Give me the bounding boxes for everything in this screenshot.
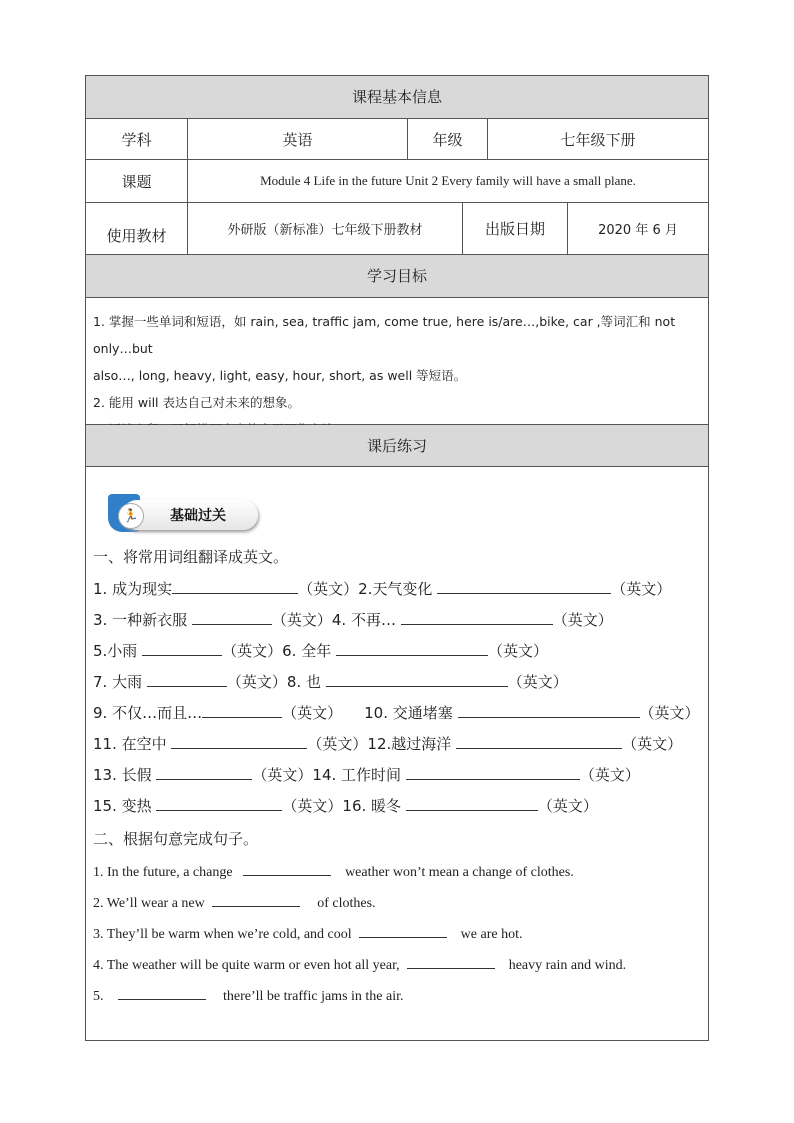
sentence-row [93,892,376,912]
topic-value: Module 4 Life in the future Unit 2 Every family will have a small plane. [260,173,636,188]
answer-blank[interactable] [172,579,298,594]
basic-info-header: 课程基本信息 [86,76,708,119]
answer-blank[interactable] [202,703,282,718]
vocab-item: 6. 全年 [282,642,332,660]
answer-blank[interactable] [437,579,611,594]
grade-value: 七年级下册 [560,130,636,149]
course-sheet [85,75,709,1041]
answer-blank[interactable] [118,985,206,1000]
tag-english: （英文） [307,735,368,753]
tag-english: （英文） [639,704,700,722]
tag-english: （英文） [298,580,359,598]
sentence-after: heavy rain and wind. [508,958,627,973]
answer-blank[interactable] [142,641,222,656]
vocab-item: 12.越过海洋 [367,735,452,753]
vocab-row [93,609,613,630]
vocab-item: 7. 大雨 [93,673,143,691]
runner-icon: 🏃 [118,503,144,529]
vocab-row [93,733,682,754]
date-value: 2020 年 6 月 [598,223,678,238]
textbook-value: 外研版（新标准）七年级下册教材 [188,203,463,254]
vocab-item: 13. 长假 [93,766,152,784]
vocab-item: 3. 一种新衣服 [93,611,188,629]
answer-blank[interactable] [456,734,622,749]
grade-label: 年级 [408,119,488,159]
vocab-item: 5.小雨 [93,642,138,660]
tag-english: （英文） [579,766,640,784]
goals-header: 学习目标 [86,255,708,298]
vocab-item: 2.天气变化 [358,580,433,598]
tag-english: （英文） [252,766,313,784]
answer-blank[interactable] [407,954,495,969]
sentence-before: 3. They’ll be warm when we’re cold, and cool [93,927,352,942]
answer-blank[interactable] [192,610,272,625]
answer-blank[interactable] [171,734,307,749]
goal-line: 1. 掌握一些单词和短语，如 rain, sea, traffic jam, come true, here is/are…,bike, car ,等词汇和 not only…but [93,314,676,356]
date-label: 出版日期 [463,203,568,254]
answer-blank[interactable] [406,796,538,811]
vocab-item: 8. 也 [286,673,321,691]
vocab-item: 16. 暖冬 [342,797,402,815]
vocab-row [93,671,568,692]
vocab-item: 1. 成为现实 [93,580,173,598]
answer-blank[interactable] [243,861,331,876]
exercise-header: 课后练习 [86,425,708,467]
tag-english: （英文） [622,735,683,753]
sentence-before: 2. We’ll wear a new [93,896,205,911]
vocab-row [93,702,700,723]
answer-blank[interactable] [156,796,282,811]
vocab-item: 4. 不再… [331,611,396,629]
topic-row [86,160,708,203]
subject-label: 学科 [86,119,188,159]
textbook-row [86,203,708,255]
vocab-row [93,795,598,816]
answer-blank[interactable] [326,672,508,687]
subject-value: 英语 [188,119,408,159]
sentence-before: 5. [93,989,104,1004]
subject-row [86,119,708,160]
sentence-after: of clothes. [317,896,376,911]
answer-blank[interactable] [156,765,252,780]
tag-english: （英文） [611,580,672,598]
vocab-row [93,578,671,599]
topic-label: 课题 [86,160,188,202]
vocab-item: 10. 交通堵塞 [364,704,453,722]
goal-line: 2. 能用 will 表达自己对未来的想象。 [93,395,300,410]
tag-english: （英文） [282,704,343,722]
vocab-item: 14. 工作时间 [312,766,402,784]
vocab-row [93,764,640,785]
badge-label: 基础过关 [170,508,226,524]
answer-blank[interactable] [336,641,488,656]
goals-list [93,308,705,443]
tag-english: （英文） [507,673,568,691]
tag-english: （英文） [537,797,598,815]
sentence-after: there’ll be traffic jams in the air. [223,989,404,1004]
answer-blank[interactable] [406,765,580,780]
sentence-after: weather won’t mean a change of clothes. [345,865,574,880]
vocab-row [93,640,548,661]
sentence-row [93,923,522,943]
sentence-row [93,954,626,974]
sentence-row [93,985,404,1005]
textbook-label: 使用教材 [86,203,188,254]
tag-english: （英文） [271,611,332,629]
answer-blank[interactable] [401,610,553,625]
tag-english: （英文） [226,673,287,691]
answer-blank[interactable] [147,672,227,687]
section-badge [108,494,260,534]
goal-line: also…, long, heavy, light, easy, hour, short, as well 等短语。 [93,368,467,383]
sentence-after: we are hot. [460,927,523,942]
answer-blank[interactable] [212,892,300,907]
answer-blank[interactable] [458,703,640,718]
vocab-item: 15. 变热 [93,797,152,815]
tag-english: （英文） [552,611,613,629]
answer-blank[interactable] [359,923,447,938]
tag-english: （英文） [222,642,283,660]
tag-english: （英文） [282,797,343,815]
vocab-item: 11. 在空中 [93,735,167,753]
section1-title: 一、将常用词组翻译成英文。 [93,548,289,566]
sentence-row [93,861,574,881]
tag-english: （英文） [487,642,548,660]
sentence-before: 4. The weather will be quite warm or even hot all year, [93,958,400,973]
sentence-before: 1. In the future, a change [93,865,233,880]
vocab-item: 9. 不仅…而且… [93,704,203,722]
section2-title: 二、根据句意完成句子。 [93,830,259,848]
